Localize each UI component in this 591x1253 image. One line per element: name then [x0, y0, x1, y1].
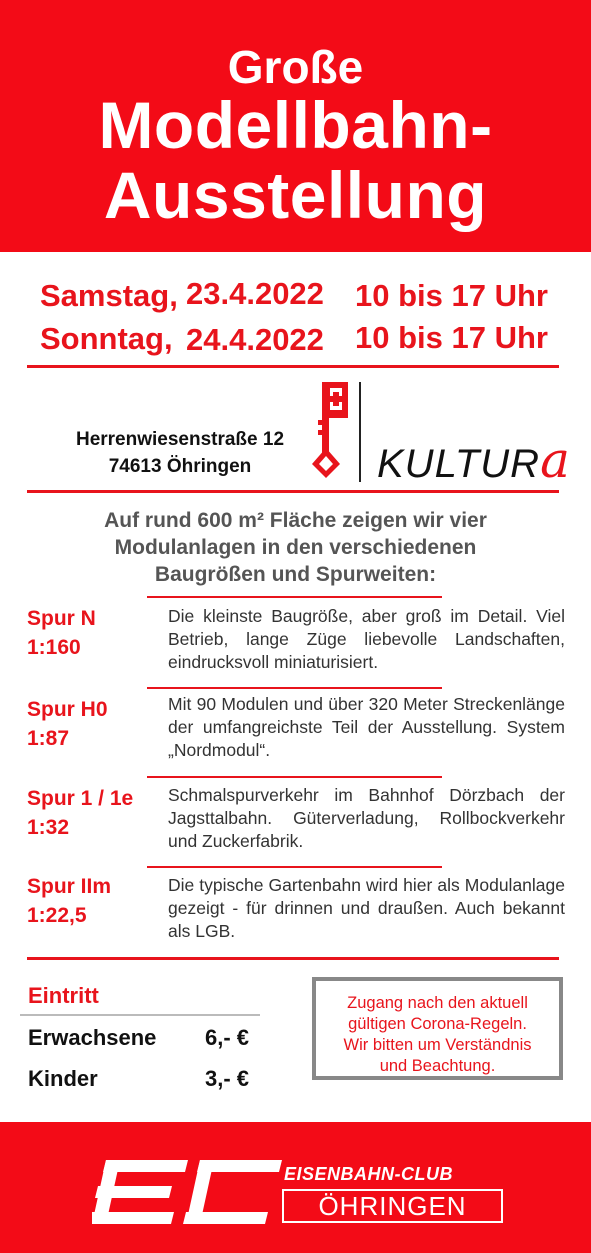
price-label-children: Kinder	[28, 1066, 98, 1091]
address-city: 74613 Öhringen	[108, 456, 252, 477]
corona-line-1: Zugang nach den aktuell	[347, 994, 528, 1012]
kultura-logo-accent: a	[540, 431, 571, 489]
corona-notice-text	[316, 993, 559, 1077]
corona-notice	[312, 977, 563, 1080]
spur-n-description: Die kleinste Baugröße, aber groß im Detail. Viel Betrieb, lange Züge liebevolle Landschaften, eindrucksvoll miniaturisiert.	[168, 606, 565, 672]
spur-iim-description: Die typische Gartenbahn wird hier als Modulanlage gezeigt - für drinnen und draußen. Auch bekannt als LGB.	[168, 875, 565, 941]
date-1-date: 23.4.2022	[186, 276, 324, 311]
spur-1-description: Schmalspurverkehr im Bahnhof Dörzbach der Jagsttalbahn. Güterverladung, Rollbockverkehr und Zuckerfabrik.	[168, 785, 565, 851]
corona-line-2: gültigen Corona-Regeln.	[348, 1015, 527, 1033]
eintritt-title: Eintritt	[28, 983, 99, 1008]
spur-iim-name: Spur IIm	[27, 875, 112, 898]
club-city-box	[282, 1189, 503, 1223]
kultura-logo-text: KULTUR	[377, 442, 541, 486]
corona-line-3: Wir bitten um Verständnis	[343, 1036, 532, 1054]
date-2-date: 24.4.2022	[186, 322, 324, 357]
spur-n-name: Spur N	[27, 607, 96, 630]
spur-h0-scale: 1:87	[27, 727, 70, 750]
divider	[27, 365, 559, 368]
divider	[27, 490, 559, 493]
divider	[147, 687, 442, 689]
date-2-day: Sonntag,	[40, 321, 173, 356]
title-line-2: Modellbahn-	[98, 88, 493, 162]
divider	[147, 866, 442, 868]
price-label-adults: Erwachsene	[28, 1025, 157, 1050]
spur-1-scale: 1:32	[27, 816, 70, 839]
logo-divider	[359, 382, 361, 482]
price-value-adults: 6,- €	[205, 1025, 250, 1050]
spur-h0-description: Mit 90 Modulen und über 320 Meter Streckenlänge der umfangreichste Teil der Ausstellung. System „Nordmodul“.	[168, 694, 565, 760]
key-icon	[312, 380, 352, 480]
club-footer	[0, 1122, 591, 1253]
kultura-logo	[377, 431, 571, 489]
title-line-3: Ausstellung	[103, 158, 488, 232]
spur-iim-scale: 1:22,5	[27, 904, 87, 927]
eintritt-divider	[20, 1014, 260, 1016]
spur-n-scale: 1:160	[27, 636, 81, 659]
intro-line-2: Modulanlagen in den verschiedenen	[114, 536, 477, 559]
divider	[27, 957, 559, 960]
spur-1-name: Spur 1 / 1e	[27, 787, 134, 810]
intro-line-1: Auf rund 600 m² Fläche zeigen wir vier	[104, 509, 487, 532]
divider	[147, 776, 442, 778]
ec-logo	[92, 1160, 282, 1224]
intro-line-3: Baugrößen und Spurweiten:	[154, 563, 437, 586]
date-1-day: Samstag,	[40, 278, 178, 313]
club-city: ÖHRINGEN	[318, 1191, 467, 1221]
club-label-bar	[282, 1162, 504, 1186]
date-2-time: 10 bis 17 Uhr	[355, 320, 548, 355]
corona-line-4: und Beachtung.	[379, 1057, 496, 1075]
title-line-1: Große	[227, 41, 364, 93]
spur-h0-name: Spur H0	[27, 698, 108, 721]
date-1-time: 10 bis 17 Uhr	[355, 278, 548, 313]
club-label: EISENBAHN-CLUB	[284, 1164, 453, 1184]
address-street: Herrenwiesenstraße 12	[75, 429, 285, 450]
title-banner	[0, 0, 591, 252]
price-value-children: 3,- €	[205, 1066, 250, 1091]
divider	[147, 596, 442, 598]
